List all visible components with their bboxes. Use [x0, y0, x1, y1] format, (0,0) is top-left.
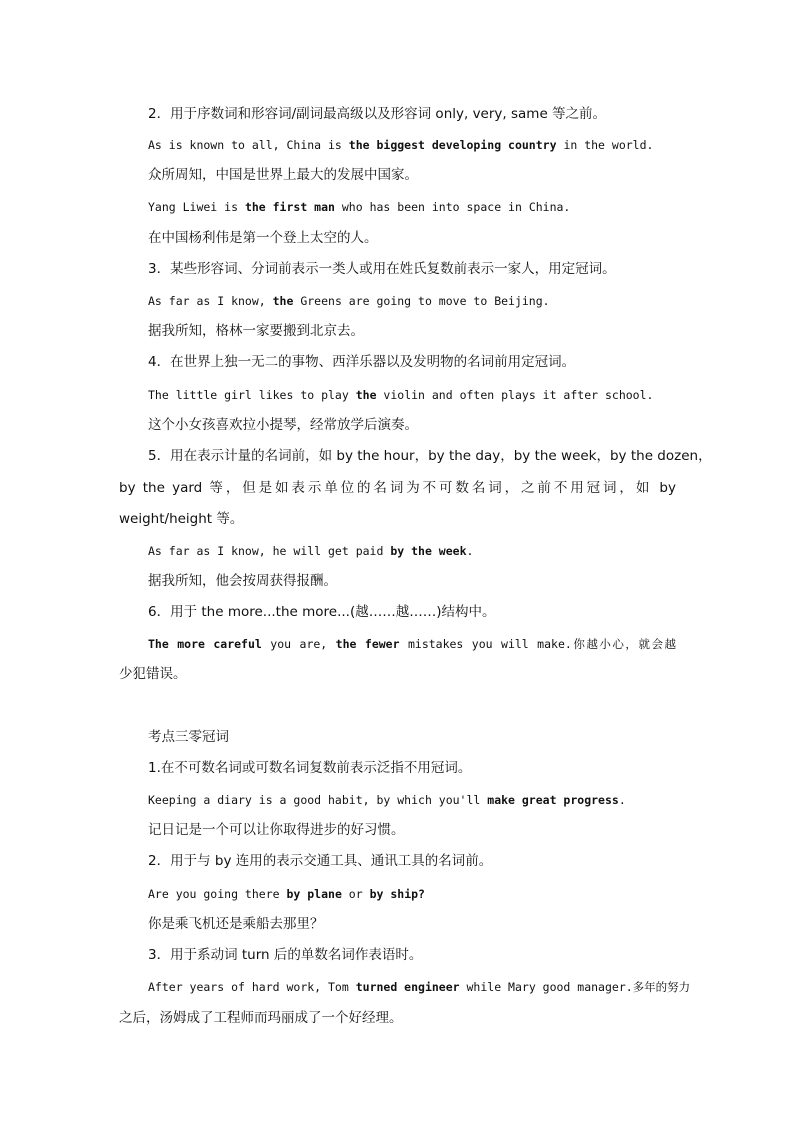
text-run: or: [341, 887, 370, 901]
example-sentence: [148, 978, 691, 996]
text-run: violin and often plays it after school.: [376, 388, 654, 402]
rule-4-heading: [148, 353, 676, 371]
text-run: 众所周知，中国是世界上最大的发展中国家。: [148, 167, 418, 183]
bold-phrase: The more careful: [148, 637, 262, 651]
example-translation: [148, 915, 676, 933]
example-sentence: [148, 635, 676, 653]
text-run: mistakes you will make.你越小心，就会越: [399, 637, 677, 651]
zero-rule-1-heading: [148, 759, 676, 777]
text-run: 6．用于 the more...the more...(越……越……)结构中。: [148, 604, 496, 620]
text-run: who has been into space in China.: [334, 200, 571, 214]
bold-phrase: by plane: [286, 887, 342, 901]
text-run: Are you going there: [148, 887, 287, 901]
bold-phrase: the: [355, 388, 377, 402]
text-run: 据我所知，他会按周获得报酬。: [148, 573, 337, 589]
bold-phrase: by ship?: [369, 887, 425, 901]
text-run: 少犯错误。: [119, 666, 187, 682]
text-run: After years of hard work, Tom: [148, 980, 356, 994]
text-run: 2．用于与 by 连用的表示交通工具、通讯工具的名词前。: [148, 853, 493, 869]
text-run: 2．用于序数词和形容词/副词最高级以及形容词 only, very, same 等之前。: [148, 106, 607, 122]
example-sentence: [148, 791, 676, 809]
text-run: .: [466, 544, 474, 558]
text-run: 考点三零冠词: [148, 729, 229, 745]
rule-5-heading: [148, 447, 712, 465]
bold-phrase: the: [272, 294, 294, 308]
text-run: by the yard 等，但是如表示单位的名词为不可数名词，之前不用冠词，如 by: [119, 480, 676, 496]
text-run: 记日记是一个可以让你取得进步的好习惯。: [148, 822, 405, 838]
text-run: Greens are going to move to Beijing.: [293, 294, 550, 308]
text-run: you are,: [261, 637, 336, 651]
bold-phrase: make great progress: [487, 793, 619, 807]
example-translation: [148, 572, 676, 590]
text-run: Yang Liwei is: [148, 200, 245, 214]
example-sentence: [148, 542, 676, 560]
text-run: weight/height 等。: [119, 511, 244, 527]
bold-phrase: the first man: [244, 200, 335, 214]
example-sentence: [148, 386, 676, 404]
text-run: 3．某些形容词、分词前表示一类人或用在姓氏复数前表示一家人，用定冠词。: [148, 261, 616, 277]
text-run: As far as I know,: [148, 294, 273, 308]
example-translation: [148, 229, 676, 247]
example-translation: [148, 416, 676, 434]
rule-5-heading-cont: [119, 479, 676, 497]
text-run: 据我所知，格林一家要搬到北京去。: [148, 323, 364, 339]
rule-6-heading: [148, 603, 676, 621]
text-run: 之后，汤姆成了工程师而玛丽成了一个好经理。: [119, 1010, 403, 1026]
example-translation: [148, 166, 676, 184]
example-translation: [148, 322, 676, 340]
bold-phrase: the fewer: [335, 637, 400, 651]
section-title: [148, 728, 676, 746]
text-run: 5．用在表示计量的名词前，如 by the hour，by the day，by the week，by the dozen，: [148, 448, 712, 464]
text-run: 在中国杨利伟是第一个登上太空的人。: [148, 230, 378, 246]
bold-phrase: the biggest developing country: [348, 138, 557, 152]
text-run: 3．用于系动词 turn 后的单数名词作表语时。: [148, 947, 423, 963]
example-sentence: [148, 198, 676, 216]
text-run: 这个小女孩喜欢拉小提琴，经常放学后演奏。: [148, 417, 418, 433]
text-run: .: [618, 793, 626, 807]
text-run: 你是乘飞机还是乘船去那里？: [148, 916, 324, 932]
bold-phrase: by the week: [390, 544, 467, 558]
zero-rule-2-heading: [148, 852, 676, 870]
text-run: The little girl likes to play: [148, 388, 356, 402]
text-run: As far as I know, he will get paid: [148, 544, 391, 558]
rule-3-heading: [148, 260, 676, 278]
bold-phrase: turned engineer: [355, 980, 460, 994]
text-run: Keeping a diary is a good habit, by which you'll: [148, 793, 488, 807]
text-run: 4．在世界上独一无二的事物、西洋乐器以及发明物的名词前用定冠词。: [148, 354, 576, 370]
rule-5-heading-cont: [119, 510, 676, 528]
example-sentence: [148, 292, 676, 310]
example-sentence: [148, 885, 676, 903]
example-translation: [148, 821, 676, 839]
text-run: while Mary good manager.多年的努力: [459, 980, 691, 994]
rule-2-heading: [148, 105, 676, 123]
zero-rule-3-heading: [148, 946, 676, 964]
example-sentence: [148, 136, 676, 154]
text-run: in the world.: [556, 138, 654, 152]
example-translation: [119, 1009, 676, 1027]
text-run: As is known to all, China is: [148, 138, 349, 152]
text-run: 1.在不可数名词或可数名词复数前表示泛指不用冠词。: [148, 760, 472, 776]
example-translation: [119, 665, 676, 683]
